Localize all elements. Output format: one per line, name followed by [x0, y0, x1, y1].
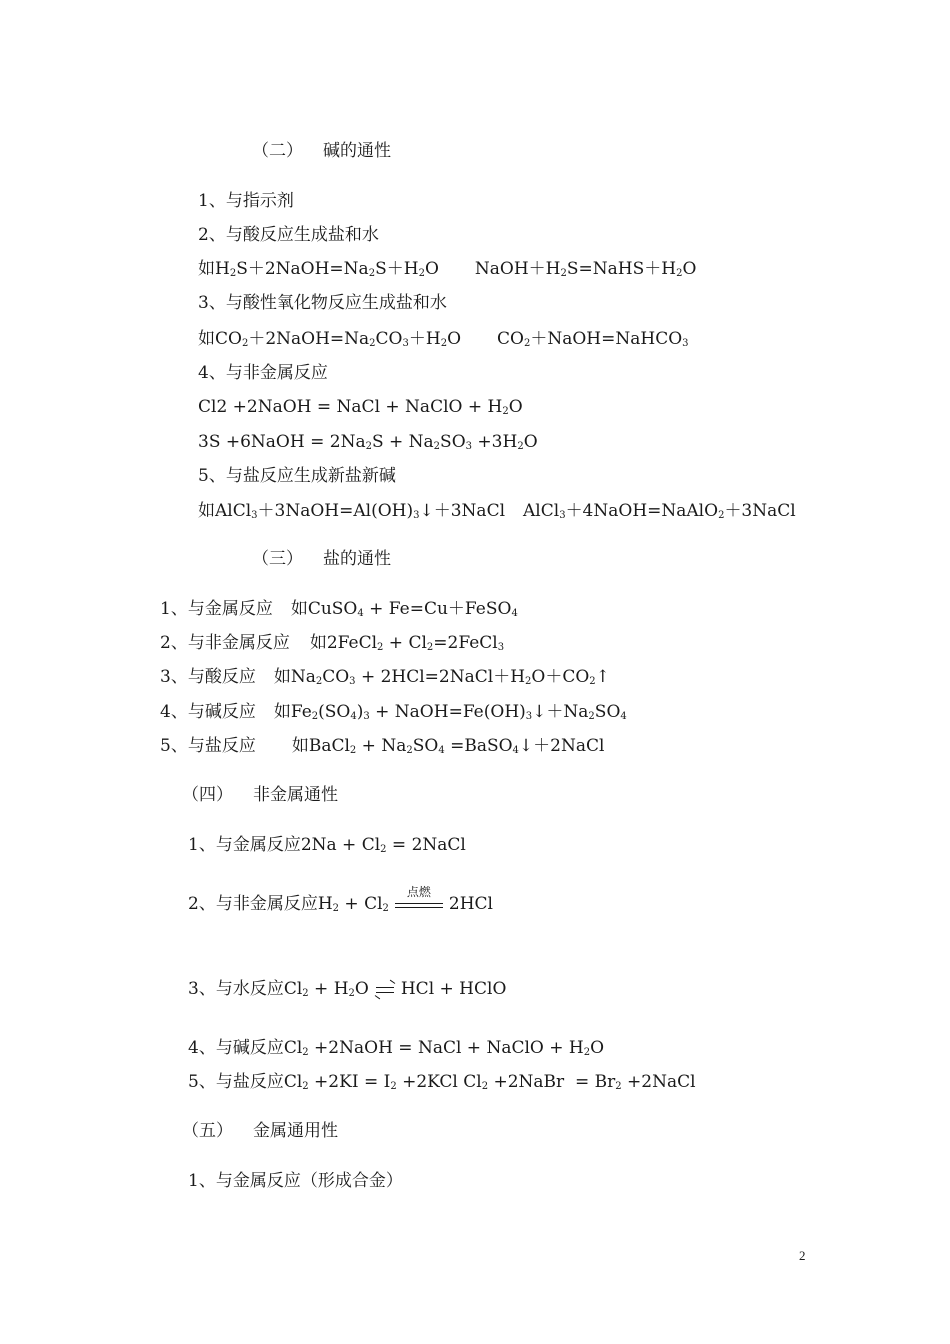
list-item: 3、与酸反应 如$Na_2CO_3$ + $2HCl=2NaCl+H_2O+CO_2↑$: [160, 667, 610, 687]
section-heading-metal: [182, 1120, 338, 1142]
equation-line: 如$AlCl_3+3NaOH=Al(OH)_3↓+3NaCl$ AlCl$_3$＋4NaOH=NaAlO$_2$＋3NaCl: [198, 501, 796, 521]
list-item: 1、与指示剂: [198, 191, 294, 211]
list-item: 2、与非金属反应 如2FeCl$_2$ + $Cl_2=2FeCl_3$: [160, 633, 505, 653]
section-heading-nonmetal: [182, 784, 338, 806]
heading-title: 非金属通性: [253, 785, 338, 805]
list-item: 4、与碱反应 如$Fe_2(SO_4)_3$ + $NaOH=Fe(OH)_3↓+Na_2SO_4$: [160, 702, 627, 722]
list-item: 3、与水反应$Cl_2 + H_2O$ HCl + HClO: [188, 979, 507, 999]
reversible-arrow-icon: [373, 978, 397, 1000]
section-heading-salt: [252, 548, 391, 570]
list-item: 4、与非金属反应: [198, 363, 328, 383]
heading-title: 金属通用性: [253, 1121, 338, 1141]
heading-title: 盐的通性: [323, 549, 391, 569]
heading-number: （三）: [252, 549, 303, 569]
equation-line: 如$CO_2+2NaOH=Na_2CO_3+H_2O$ $CO_2+NaOH=NaHCO_3$: [198, 329, 689, 349]
list-item: 1、与金属反应 如CuSO$_4$ + Fe=Cu＋FeSO$_4$: [160, 599, 518, 619]
heading-number: （五）: [182, 1121, 233, 1141]
list-item: 2、与非金属反应$H_2 + Cl_2$ 点燃 2HCl: [188, 885, 493, 914]
list-item: 1、与金属反应（形成合金）: [188, 1171, 403, 1191]
equation-line: 如$H_2S+2NaOH=Na_2S+H_2O$ $NaOH+H_2S=NaHS+H_2O$: [198, 259, 697, 279]
equation-line: 3S +6NaOH = $2Na_2S + Na_2SO_3 +3H_2O$: [198, 432, 538, 452]
heading-title: 碱的通性: [323, 141, 391, 161]
list-item: 5、与盐反应 如BaCl$_2$ + $Na_2SO_4$ =BaSO$_4$↓＋2NaCl: [160, 736, 605, 756]
list-item: 3、与酸性氧化物反应生成盐和水: [198, 293, 447, 313]
section-heading-base: [252, 140, 391, 162]
page-number: 2: [799, 1248, 806, 1263]
heading-number: （二）: [252, 141, 303, 161]
list-item: 4、与碱反应$Cl_2$ +2NaOH = NaCl + NaClO + $H_2O$: [188, 1038, 605, 1058]
list-item: 5、与盐反应$Cl_2 +2KI = I_2 +2KCl$ $Cl_2$ +2NaBr = $Br_2$ +2NaCl: [188, 1072, 696, 1092]
heading-number: （四）: [182, 785, 233, 805]
list-item: 1、与金属反应$2Na + Cl_2$ = 2NaCl: [188, 835, 466, 855]
equation-line: Cl2 +2NaOH = NaCl + NaClO + $H_2O$: [198, 397, 523, 417]
list-item: 5、与盐反应生成新盐新碱: [198, 466, 396, 486]
list-item: 2、与酸反应生成盐和水: [198, 225, 379, 245]
reaction-condition-arrow: 点燃: [393, 893, 445, 915]
